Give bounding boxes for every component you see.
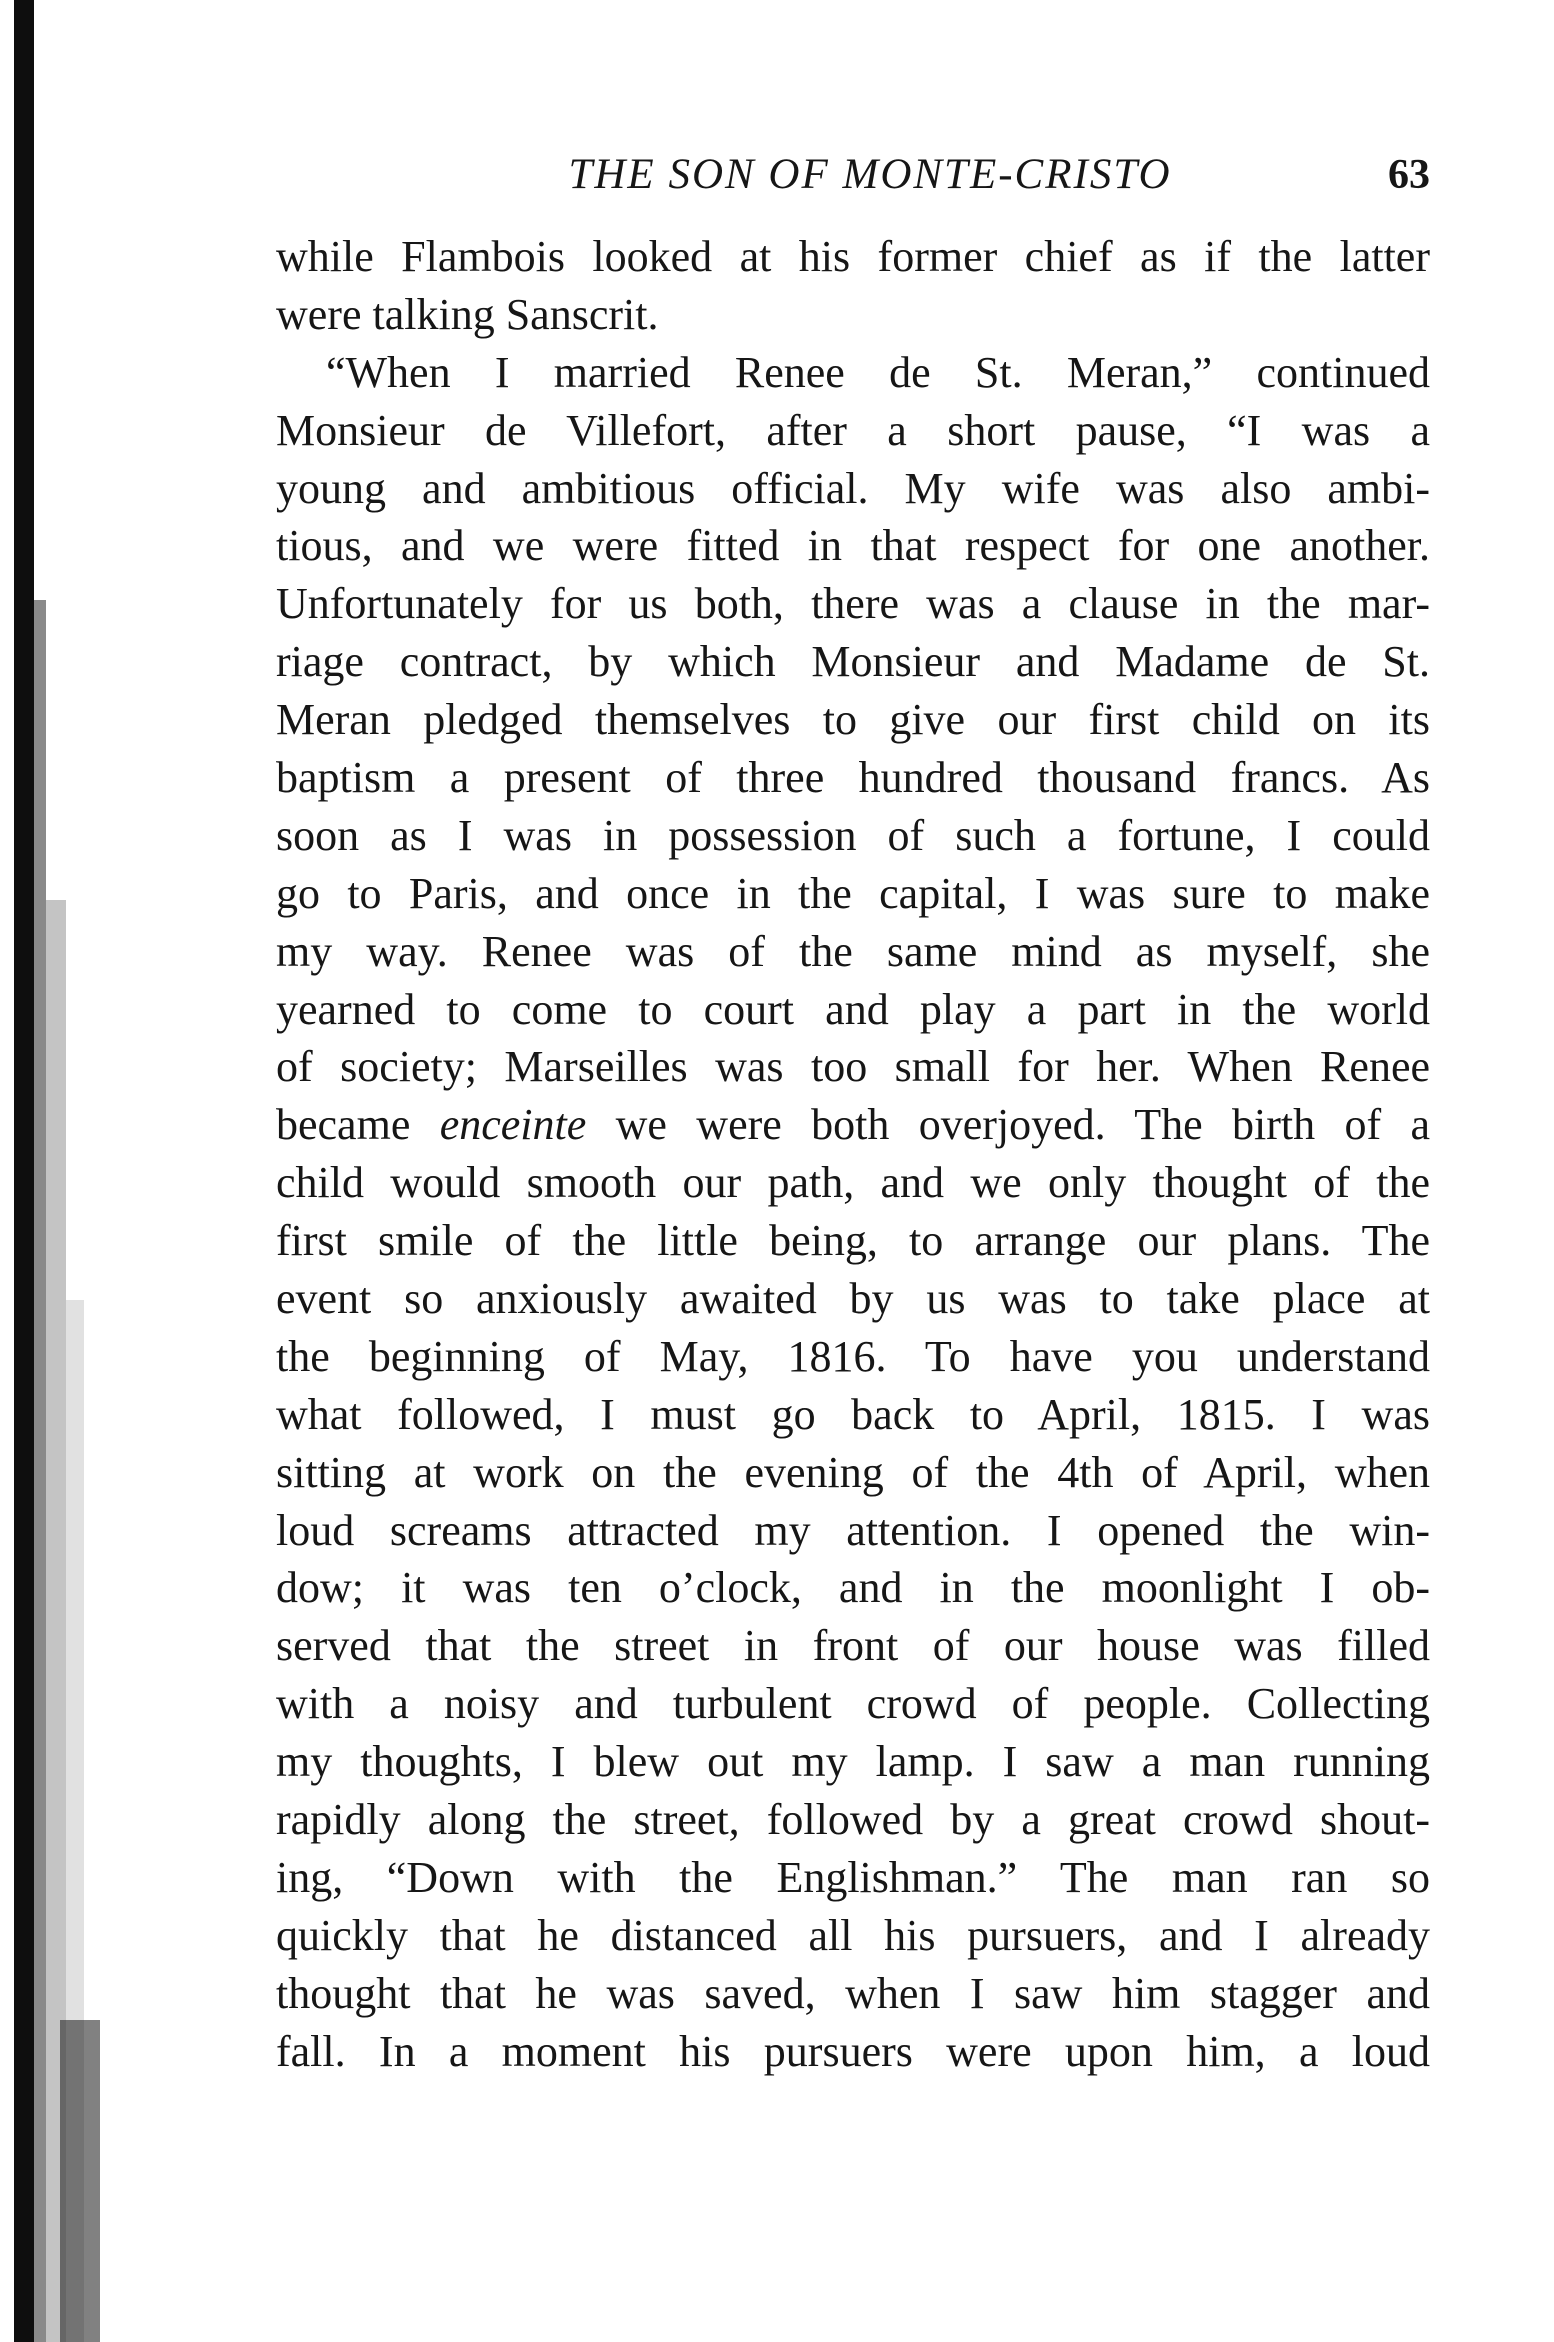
text-segment: Unfortunately for us both, there was a clause in the mar-: [276, 579, 1430, 629]
text-line: [276, 865, 1430, 923]
text-line: [276, 575, 1430, 633]
text-line: [276, 286, 1430, 344]
binding-edge-graphic: [0, 0, 110, 2342]
text-segment: thought that he was saved, when I saw him stagger and: [276, 1968, 1430, 2018]
text-segment: of society; Marseilles was too small for her. When Renee: [276, 1042, 1430, 1092]
text-line: [276, 517, 1430, 575]
text-segment: while Flambois looked at his former chief as if the latter: [276, 232, 1430, 281]
text-segment: tious, and we were fitted in that respect for one another.: [276, 521, 1430, 571]
text-line: [276, 1270, 1430, 1328]
binding-gutter-shadow: [0, 0, 110, 2342]
text-segment: with a noisy and turbulent crowd of people. Collecting: [276, 1679, 1430, 1729]
text-segment: sitting at work on the evening of the 4th of April, when: [276, 1447, 1430, 1497]
page-number: 63: [1388, 152, 1430, 198]
text-segment: event so anxiously awaited by us was to take place at: [276, 1274, 1430, 1324]
text-segment: soon as I was in possession of such a fortune, I could: [276, 810, 1430, 860]
text-line: [276, 1791, 1430, 1849]
italic-text: enceinte: [439, 1100, 587, 1150]
running-title: THE SON OF MONTE-CRISTO: [568, 151, 1172, 198]
text-segment: young and ambitious official. My wife was also ambi-: [276, 463, 1430, 513]
text-segment: what followed, I must go back to April, 1815. I was: [276, 1389, 1430, 1439]
text-line: [276, 807, 1430, 865]
text-line: [276, 923, 1430, 981]
text-line: [276, 1733, 1430, 1791]
text-line: [276, 1849, 1430, 1907]
text-line: [276, 1559, 1430, 1617]
text-segment: ing, “Down with the Englishman.” The man ran so: [276, 1852, 1430, 1902]
text-line: [276, 1386, 1430, 1444]
text-line: [276, 1444, 1430, 1502]
text-segment: first smile of the little being, to arrange our plans. The: [276, 1216, 1430, 1266]
text-segment: quickly that he distanced all his pursuers, and I already: [276, 1910, 1430, 1960]
text-segment: my way. Renee was of the same mind as myself, she: [276, 926, 1430, 976]
text-segment: became: [276, 1100, 440, 1150]
binding-edge-band: [14, 0, 34, 2342]
text-line: [276, 2023, 1430, 2081]
text-line: [276, 1617, 1430, 1675]
text-line: [276, 633, 1430, 691]
text-segment: “When I married Renee de St. Meran,” continued: [326, 347, 1430, 397]
text-line: [276, 1154, 1430, 1212]
body-text: [276, 228, 1430, 2081]
text-segment: rapidly along the street, followed by a great crowd shout-: [276, 1795, 1430, 1845]
text-line: [276, 228, 1430, 286]
text-line: [276, 460, 1430, 518]
text-segment: baptism a present of three hundred thousand francs. As: [276, 753, 1430, 803]
text-segment: fall. In a moment his pursuers were upon him, a loud: [276, 2026, 1430, 2076]
text-segment: the beginning of May, 1816. To have you understand: [276, 1331, 1430, 1381]
text-segment: Meran pledged themselves to give our first child on its: [276, 695, 1430, 745]
text-segment: loud screams attracted my attention. I opened the win-: [276, 1505, 1430, 1555]
binding-shadow-bottom: [60, 2020, 100, 2342]
text-segment: my thoughts, I blew out my lamp. I saw a man running: [276, 1737, 1430, 1787]
text-segment: Monsieur de Villefort, after a short pause, “I was a: [276, 405, 1430, 455]
text-segment: go to Paris, and once in the capital, I was sure to make: [276, 868, 1430, 918]
text-line: [276, 749, 1430, 807]
text-segment: riage contract, by which Monsieur and Madame de St.: [276, 637, 1430, 687]
text-line: [276, 402, 1430, 460]
text-segment: yearned to come to court and play a part in the world: [276, 984, 1430, 1034]
text-segment: child would smooth our path, and we only thought of the: [276, 1158, 1430, 1208]
text-segment: we were both overjoyed. The birth of a: [586, 1100, 1430, 1150]
text-line: [276, 1096, 1430, 1154]
text-line: [276, 691, 1430, 749]
text-line: [276, 1212, 1430, 1270]
text-line: [276, 344, 1430, 402]
text-line: [276, 1907, 1430, 1965]
text-line: [276, 1675, 1430, 1733]
text-line: [276, 1965, 1430, 2023]
text-line: [276, 1502, 1430, 1560]
text-segment: were talking Sanscrit.: [276, 289, 659, 339]
running-header: [270, 140, 1430, 210]
text-line: [276, 1038, 1430, 1096]
text-line: [276, 1328, 1430, 1386]
text-segment: dow; it was ten o’clock, and in the moonlight I ob-: [276, 1563, 1430, 1613]
text-line: [276, 981, 1430, 1039]
binding-shadow-inner: [34, 600, 46, 2342]
text-segment: served that the street in front of our house was filled: [276, 1621, 1430, 1671]
